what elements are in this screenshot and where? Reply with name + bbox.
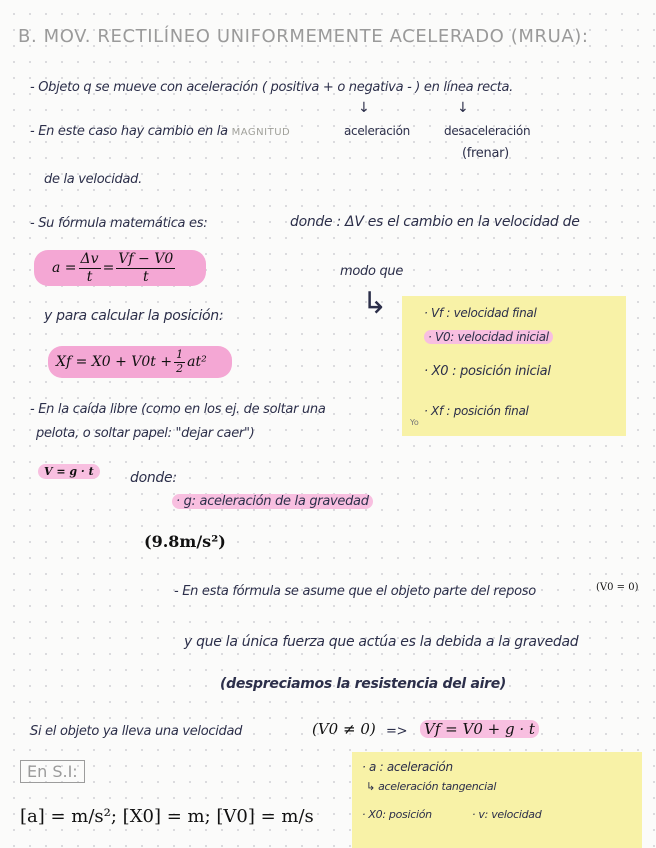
fraction-half xyxy=(174,349,185,375)
moving-object-line: Si el objeto ya lleva una velocidad xyxy=(30,724,243,739)
gravity-definition-highlight: · g: aceleración de la gravedad xyxy=(172,494,373,509)
units-note-item: ↳ aceleración tangencial xyxy=(366,780,497,793)
fraction-denominator: 2 xyxy=(176,361,184,375)
page-title: B. MOV. RECTILÍNEO UNIFORMEMENTE ACELERADO (MRUA): xyxy=(18,26,589,47)
formula-equals: = xyxy=(102,260,115,276)
rest-assumption: - En esta fórmula se asume que el objeto parte del reposo xyxy=(174,584,536,599)
units-note-item: · v: velocidad xyxy=(472,808,542,821)
si-units: [a] = m/s²; [X0] = m; [V0] = m/s xyxy=(20,806,314,827)
magnitude-change-text: - En este caso hay cambio en la xyxy=(30,124,228,139)
legend-item: · Xf : posición final xyxy=(424,404,529,418)
acceleration-formula xyxy=(34,250,206,286)
curved-arrow-icon: ↳ xyxy=(362,286,388,321)
fraction-denominator: t xyxy=(142,268,149,285)
position-formula-lhs: Xf = X0 + V0t + xyxy=(56,354,173,370)
gravity-only-force: y que la única fuerza que actúa es la debida a la gravedad xyxy=(184,634,579,650)
fraction-velocity-diff xyxy=(116,251,175,284)
gravity-definition xyxy=(172,494,373,509)
units-note-item: · X0: posición xyxy=(362,808,432,821)
position-formula-rhs: at² xyxy=(187,354,207,370)
fraction-numerator: Δv xyxy=(80,251,99,268)
legend-corner-mark: Yo xyxy=(410,418,419,427)
moving-formula: Vf = V0 + g · t xyxy=(420,720,539,738)
magnitude-change-line xyxy=(30,124,290,139)
position-intro: y para calcular la posición: xyxy=(44,308,224,324)
modo-que-label: modo que xyxy=(340,264,404,279)
delta-v-explanation: donde : ΔV es el cambio en la velocidad de xyxy=(290,214,580,230)
free-fall-where: donde: xyxy=(130,470,177,486)
brake-label: (frenar) xyxy=(462,146,509,161)
variables-legend-box xyxy=(402,296,626,436)
formula-lhs: a = xyxy=(52,260,77,276)
intro-definition-line: - Objeto q se mueve con aceleración ( positiva + o negativa - ) en línea recta. xyxy=(30,80,514,95)
legend-item: · Vf : velocidad final xyxy=(424,306,537,320)
units-note-box xyxy=(352,752,642,848)
gravity-value: (9.8m/s²) xyxy=(144,532,226,551)
implies-arrow: => xyxy=(386,724,408,739)
units-note-item: · a : aceleración xyxy=(362,760,453,774)
free-fall-line: - En la caída libre (como en los ej. de soltar una xyxy=(30,402,326,417)
arrow-down-icon: ↓ xyxy=(358,100,370,116)
free-fall-line: pelota, o soltar papel: "dejar caer") xyxy=(36,426,255,441)
velocity-line: de la velocidad. xyxy=(44,172,142,187)
arrow-down-icon: ↓ xyxy=(457,100,469,116)
fraction-delta-v xyxy=(79,251,101,284)
fraction-denominator: t xyxy=(86,268,93,285)
moving-condition: (V0 ≠ 0) xyxy=(312,720,376,738)
air-resistance-note: (despreciamos la resistencia del aire) xyxy=(220,676,507,692)
magnitude-keyword: MAGNITUD xyxy=(231,127,291,138)
fraction-numerator: Vf − V0 xyxy=(118,251,174,268)
deceleration-label: desaceleración xyxy=(444,124,531,138)
si-label-box: En S.I: xyxy=(20,760,85,783)
legend-item xyxy=(424,330,553,344)
legend-item: · X0 : posición inicial xyxy=(424,364,551,379)
formula-intro: - Su fórmula matemática es: xyxy=(30,216,208,231)
rest-condition: (V0 = 0) xyxy=(596,582,639,593)
fraction-numerator: 1 xyxy=(176,347,184,361)
free-fall-formula: V = g · t xyxy=(38,464,100,479)
position-formula xyxy=(48,346,232,378)
acceleration-label: aceleración xyxy=(344,124,410,138)
legend-item-highlight: · V0: velocidad inicial xyxy=(424,330,553,344)
